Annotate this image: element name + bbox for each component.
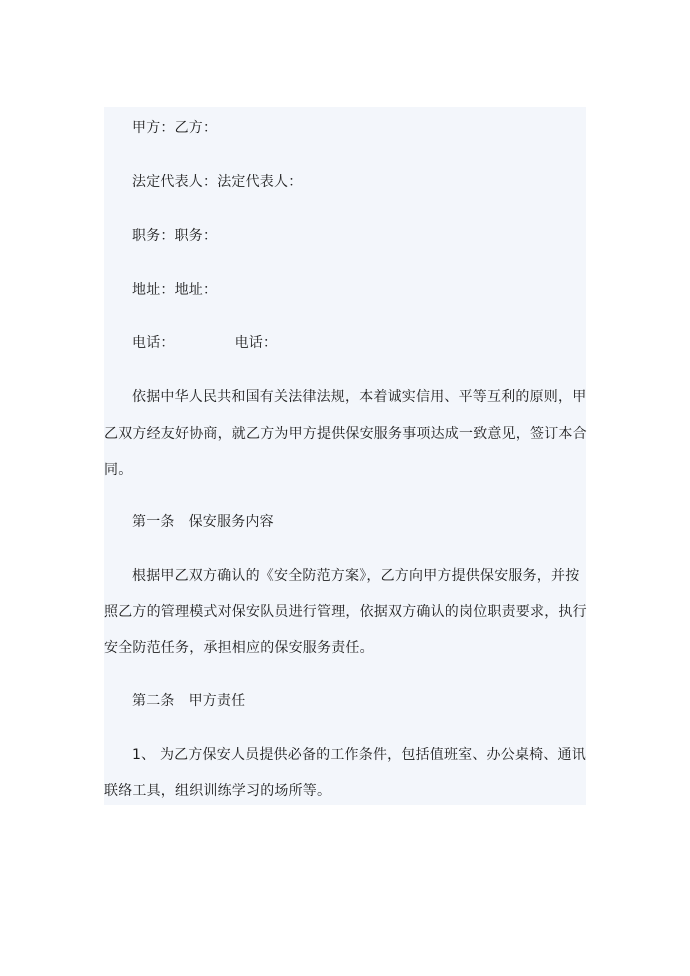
phone-b-label: 电话： (234, 335, 278, 351)
position-b-label: 职务： (174, 228, 218, 244)
address-line (132, 280, 217, 300)
legal-rep-line (132, 172, 302, 192)
article-2-title: 甲方责任 (188, 693, 246, 709)
article-1-number: 第一条 (132, 514, 175, 530)
article-2-number: 第二条 (132, 693, 175, 709)
address-a-label: 地址： (132, 282, 175, 298)
preamble-line-1: 依据中华人民共和国有关法律法规，本着诚实信用、平等互利的原则，甲 (132, 389, 587, 405)
article-2-heading (132, 691, 245, 711)
legal-rep-a-label: 法定代表人： (132, 174, 218, 190)
legal-rep-b-label: 法定代表人： (217, 174, 303, 190)
phone-line (132, 333, 277, 353)
party-a-label: 甲方： (132, 120, 175, 136)
article-1-title: 保安服务内容 (188, 514, 274, 530)
position-line (132, 226, 217, 246)
position-a-label: 职务： (132, 228, 175, 244)
article-1-line-3: 安全防范任务，承担相应的保安服务责任。 (104, 640, 374, 656)
preamble-line-3: 同。 (104, 462, 133, 478)
preamble-line-2: 乙双方经友好协商，就乙方为甲方提供保安服务事项达成一致意见，签订本合 (104, 426, 587, 442)
article-1-line-2: 照乙方的管理模式对保安队员进行管理，依据双方确认的岗位职责要求，执行 (104, 604, 587, 620)
parties-line (132, 118, 217, 138)
party-b-label: 乙方： (174, 120, 218, 136)
article-2-item-1-line-2: 联络工具，组织训练学习的场所等。 (104, 783, 332, 799)
article-1-heading (132, 512, 274, 532)
article-2-item-1-line-1: 1、 为乙方保安人员提供必备的工作条件，包括值班室、办公桌椅、通讯 (132, 747, 586, 763)
article-1-line-1: 根据甲乙双方确认的《安全防范方案》，乙方向甲方提供保安服务，并按 (132, 568, 580, 584)
phone-a-label: 电话： (132, 335, 175, 351)
address-b-label: 地址： (174, 282, 218, 298)
